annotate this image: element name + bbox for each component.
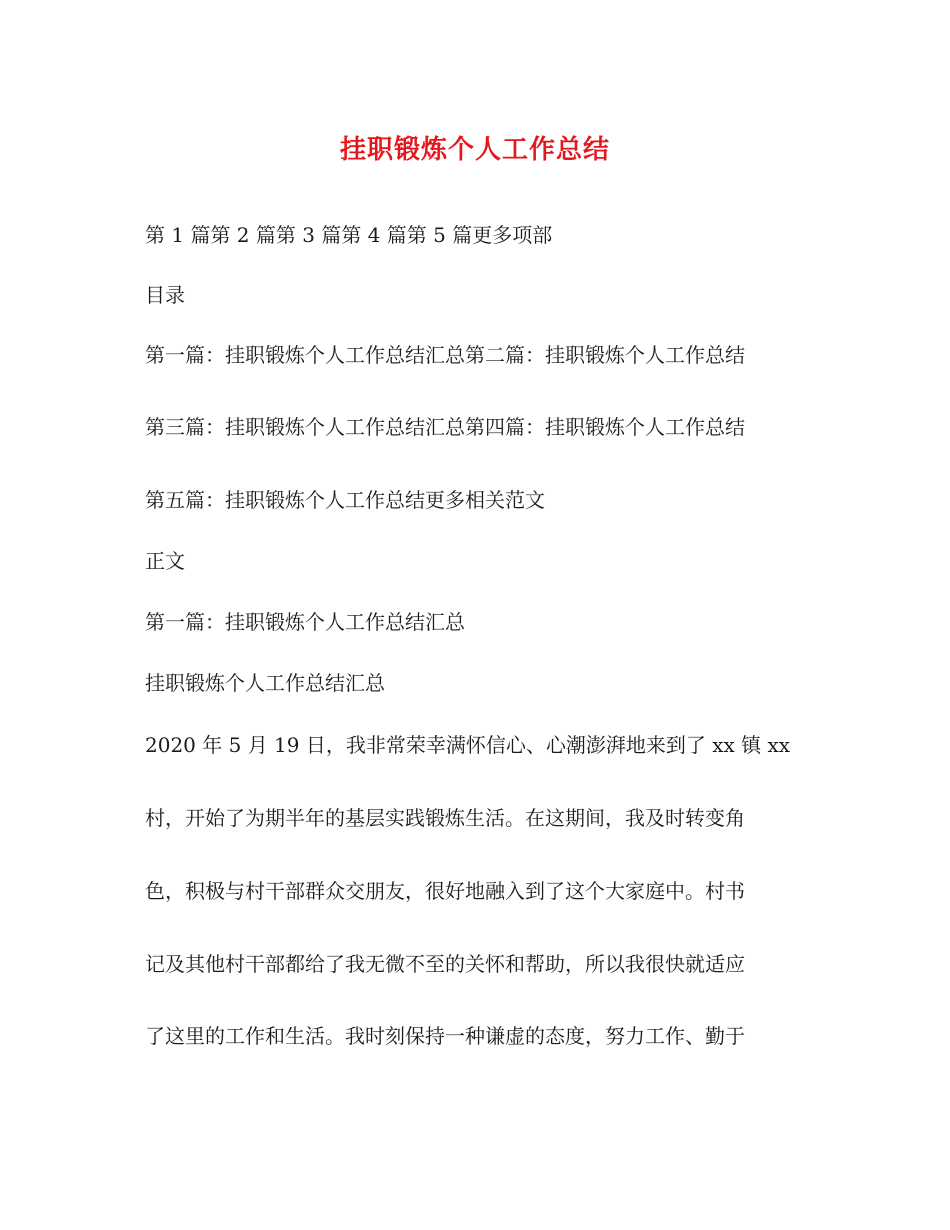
paragraph-line: 色，积极与村干部群众交朋友，很好地融入到了这个大家庭中。村书 <box>145 879 745 903</box>
article-title: 挂职锻炼个人工作总结汇总 <box>145 671 385 695</box>
paragraph-line: 2020 年 5 月 19 日，我非常荣幸满怀信心、心潮澎湃地来到了 xx 镇 xx <box>145 733 791 757</box>
toc-line: 第三篇：挂职锻炼个人工作总结汇总第四篇：挂职锻炼个人工作总结 <box>145 415 745 439</box>
paragraph-line: 记及其他村干部都给了我无微不至的关怀和帮助，所以我很快就适应 <box>145 952 745 976</box>
document-title: 挂职锻炼个人工作总结 <box>339 135 610 165</box>
toc-heading: 目录 <box>145 283 185 307</box>
toc-line: 第一篇：挂职锻炼个人工作总结汇总第二篇：挂职锻炼个人工作总结 <box>145 343 745 367</box>
paragraph-line: 村，开始了为期半年的基层实践锻炼生活。在这期间，我及时转变角 <box>145 806 745 830</box>
section-heading: 第一篇：挂职锻炼个人工作总结汇总 <box>145 610 465 634</box>
nav-line: 第 1 篇第 2 篇第 3 篇第 4 篇第 5 篇更多项部 <box>145 223 553 247</box>
body-heading: 正文 <box>145 549 185 573</box>
paragraph-line: 了这里的工作和生活。我时刻保持一种谦虚的态度，努力工作、勤于 <box>145 1024 745 1048</box>
toc-line: 第五篇：挂职锻炼个人工作总结更多相关范文 <box>145 488 545 512</box>
